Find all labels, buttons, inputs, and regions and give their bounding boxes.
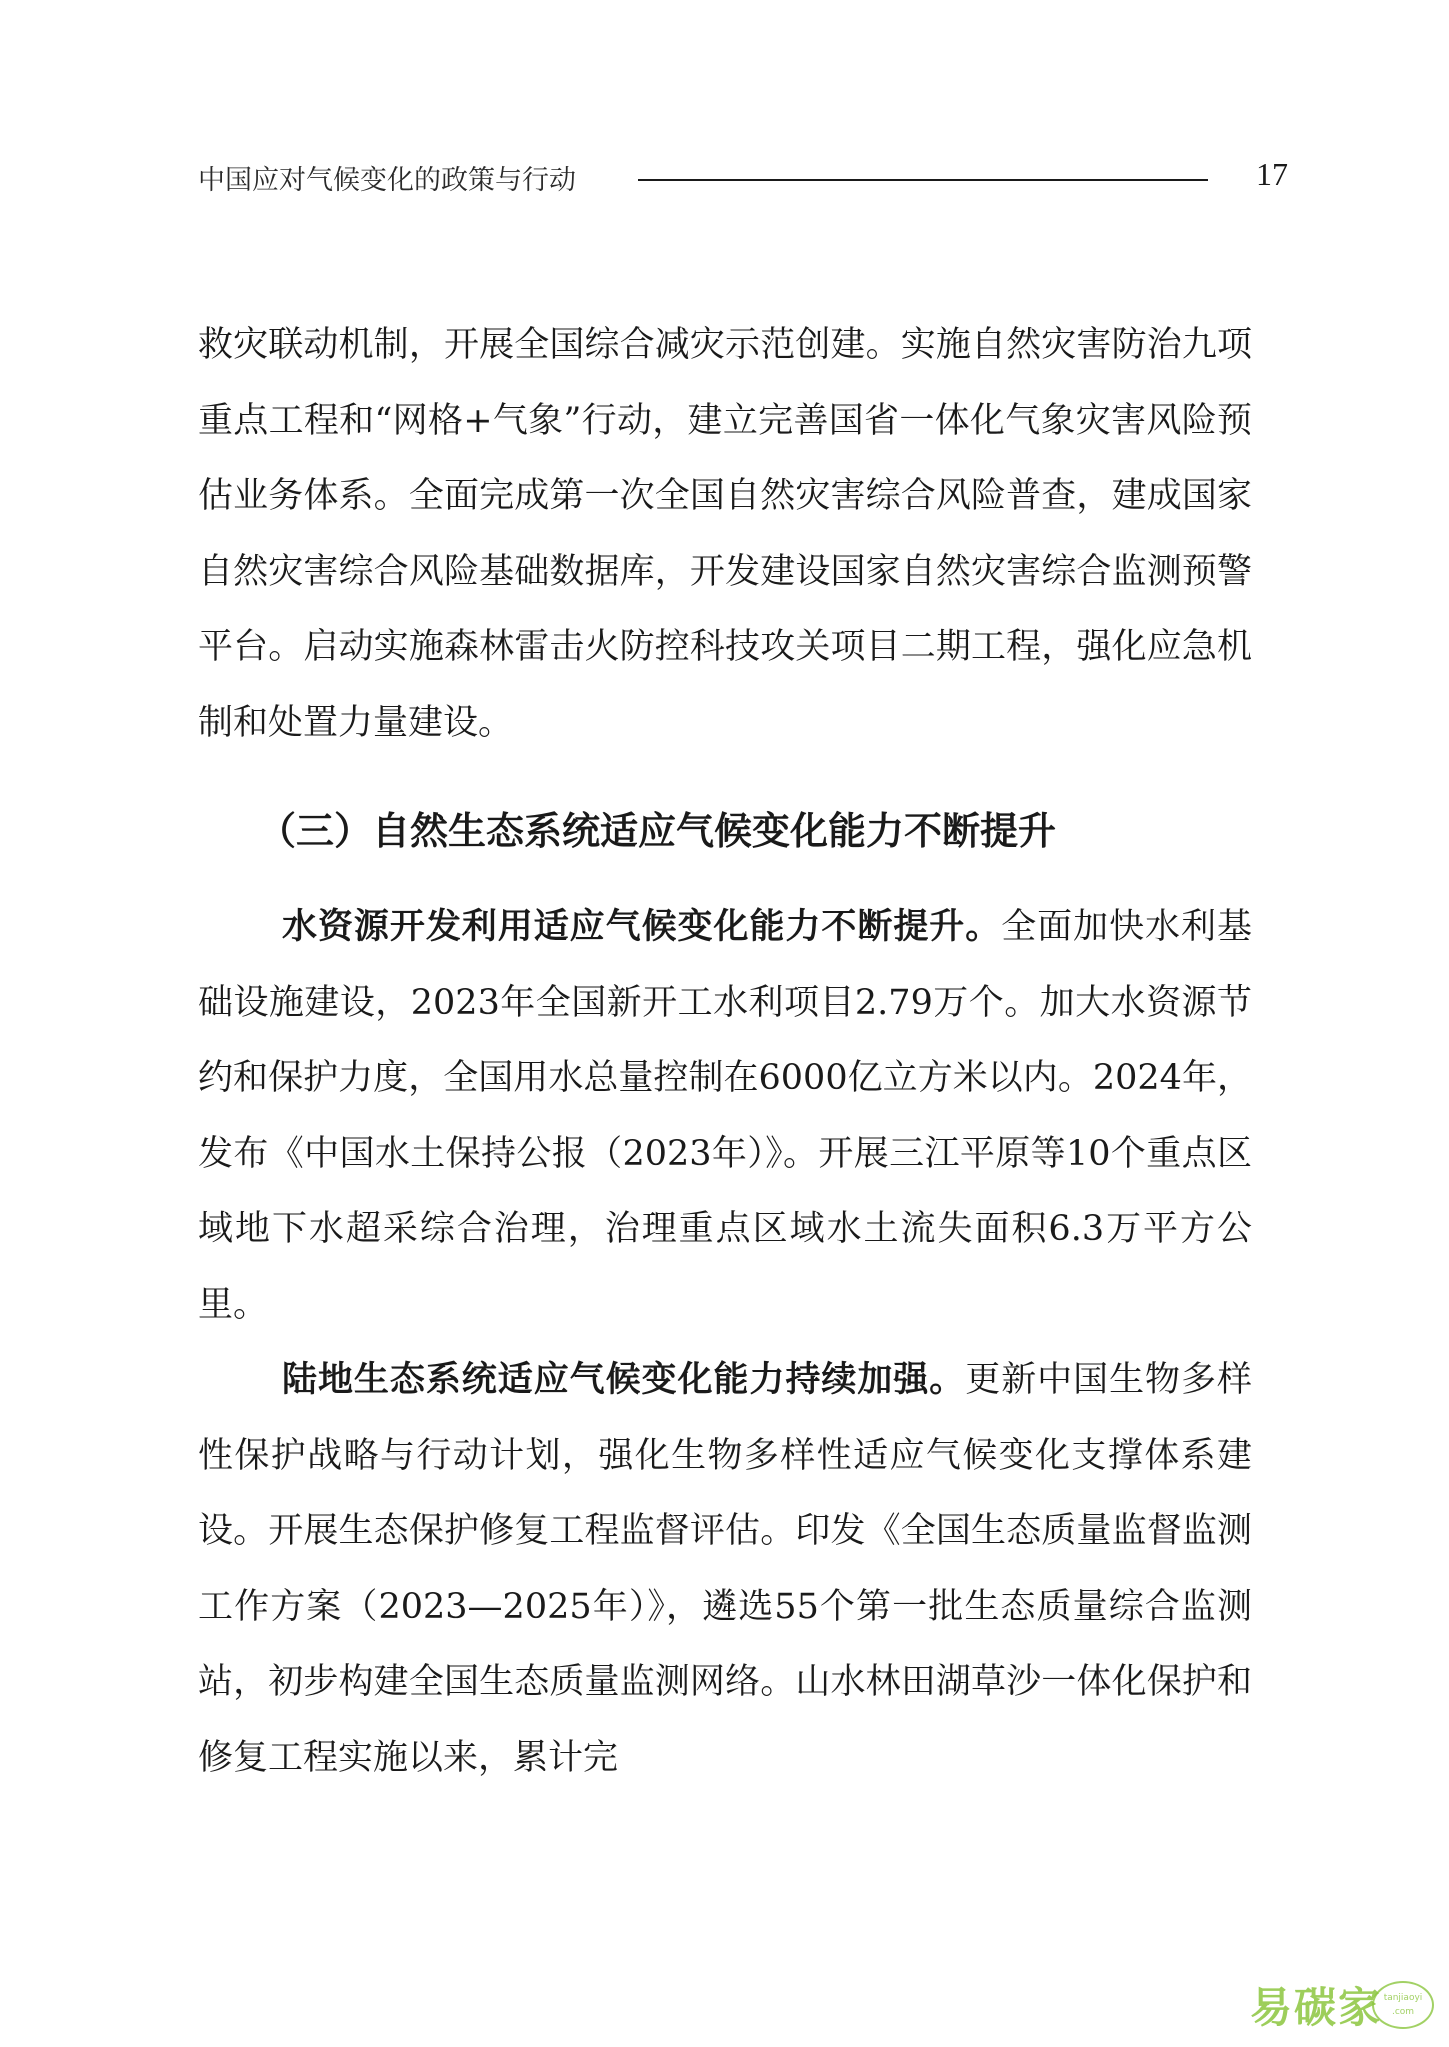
watermark-url: tanjiaoyi (1383, 1993, 1423, 2003)
page-header (198, 158, 1290, 198)
watermark-logo (1250, 1975, 1440, 2035)
paragraph-body-terrestrial: 更新中国生物多样性保护战略与行动计划，强化生物多样性适应气候变化支撑体系建设。开展生态保护修复工程监督评估。印发《全国生态质量监督监测工作方案（2023—2025年）》，遴选55个第一批生态质量综合监测站，初步构建全国生态质量监测网络。山水林田湖草沙一体化保护和修复工程实施以来，累计完 (198, 1360, 1252, 1778)
paragraph-lead-terrestrial: 陆地生态系统适应气候变化能力持续加强。 (282, 1360, 966, 1400)
paragraph-disaster-relief: 救灾联动机制，开展全国综合减灾示范创建。实施自然灾害防治九项重点工程和“网格+气象”行动，建立完善国省一体化气象灾害风险预估业务体系。全面完成第一次全国自然灾害综合风险普查，建成国家自然灾害综合风险基础数据库，开发建设国家自然灾害综合监测预警平台。启动实施森林雷击火防控科技攻关项目二期工程，强化应急机制和处置力量建设。 (198, 325, 1252, 743)
paragraph-water-resources (198, 890, 1252, 1343)
running-title: 中国应对气候变化的政策与行动 (198, 165, 576, 196)
page-number: 17 (1256, 156, 1288, 192)
watermark-badge-icon (1372, 1981, 1434, 2029)
header-rule (638, 179, 1208, 181)
watermark-domain: .com (1391, 2007, 1415, 2017)
paragraph-lead-water: 水资源开发利用适应气候变化能力不断提升。 (282, 907, 1002, 947)
paragraph-body-water: 全面加快水利基础设施建设，2023年全国新开工水利项目2.79万个。加大水资源节约和保护力度，全国用水总量控制在6000亿立方米以内。2024年，发布《中国水土保持公报（2023年）》。开展三江平原等10个重点区域地下水超采综合治理，治理重点区域水土流失面积6.3万平方公里。 (198, 907, 1252, 1325)
section-heading: （三）自然生态系统适应气候变化能力不断提升 (258, 809, 1057, 853)
paragraph-terrestrial-ecosystem (198, 1343, 1252, 1796)
watermark-text: 易碳家 (1250, 1983, 1383, 2032)
